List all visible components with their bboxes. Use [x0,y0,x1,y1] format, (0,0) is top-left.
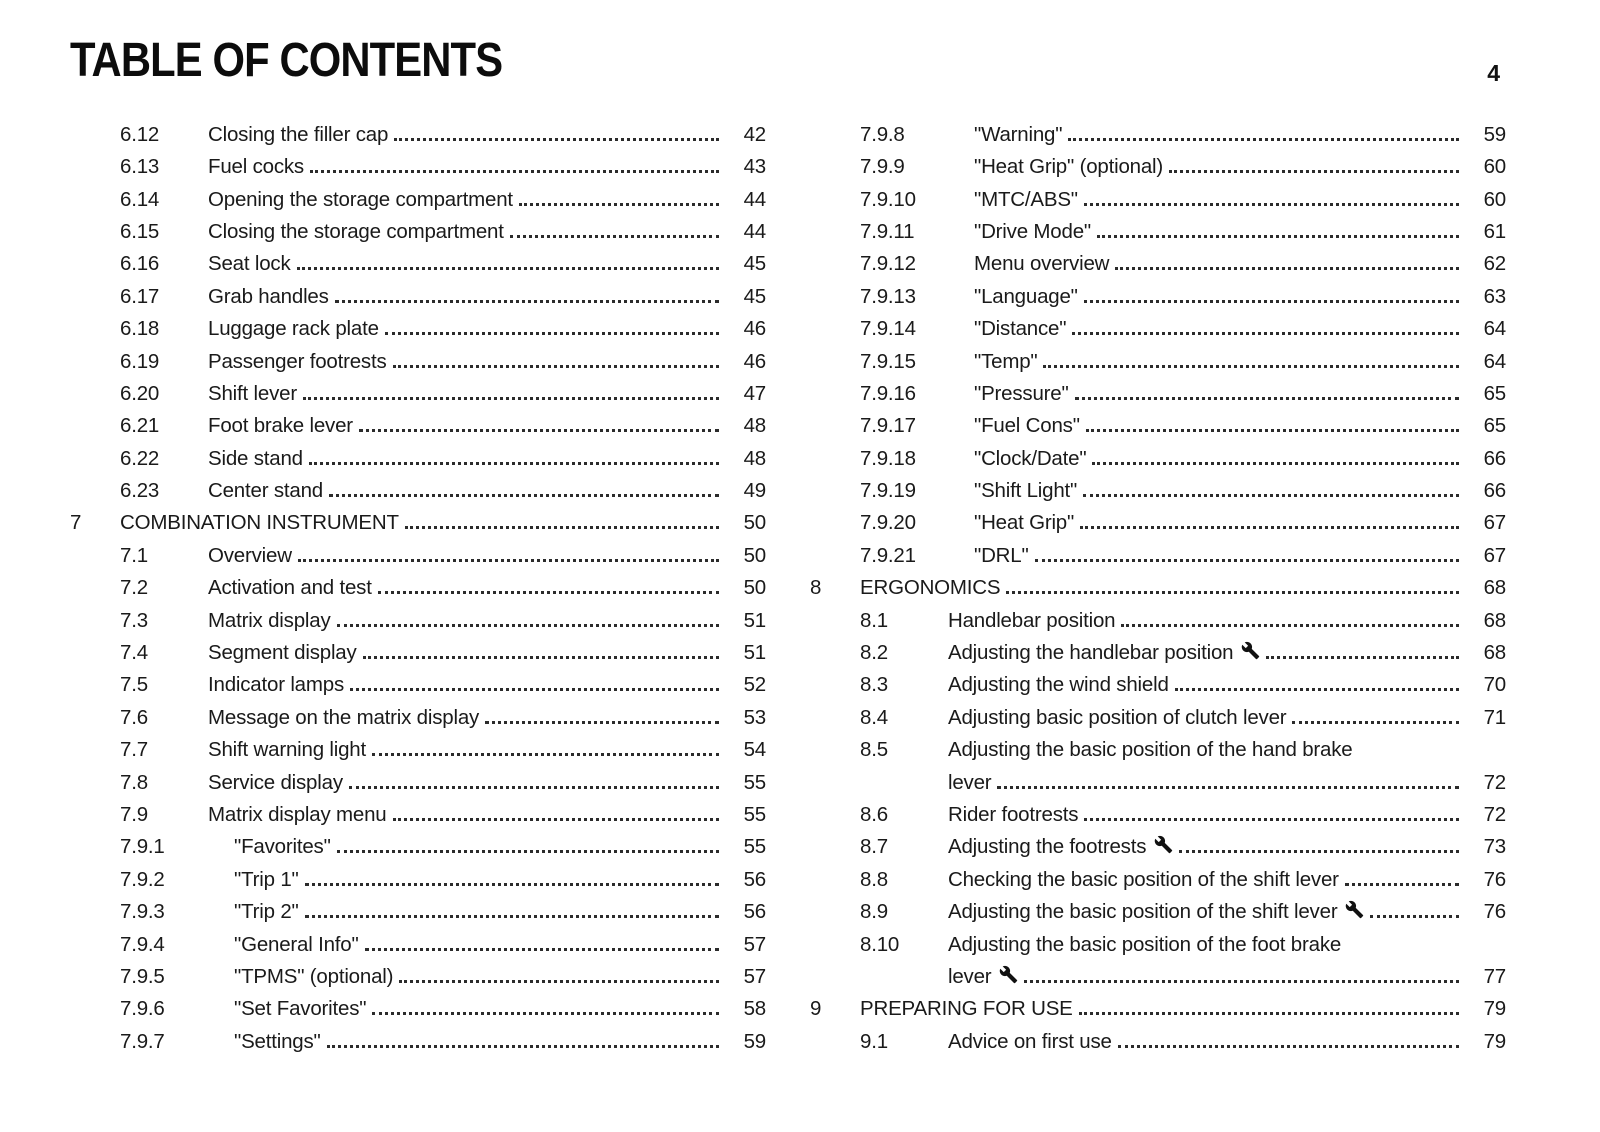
dot-leader [1043,365,1459,368]
toc-entry-row [70,957,766,989]
entry-page: 56 [743,867,766,891]
entry-page: 71 [1483,705,1506,729]
entry-page: 44 [743,219,766,243]
entry-title: Foot brake lever [208,414,353,438]
wrench-icon [1241,641,1260,660]
entry-page: 61 [1483,219,1506,243]
entry-page: 72 [1483,770,1506,794]
toc-entry-row [810,503,1506,535]
entry-page: 67 [1483,511,1506,535]
entry-page: 44 [743,187,766,211]
entry-page: 55 [743,835,766,859]
entry-title: Matrix display menu [208,802,387,826]
entry-page: 68 [1483,576,1506,600]
entry-number: 6.17 [120,284,160,308]
toc-entry-row [70,568,766,600]
toc-entry-row [70,989,766,1021]
entry-number: 8.5 [860,738,888,762]
entry-page: 70 [1483,673,1506,697]
dot-leader [310,170,719,173]
entry-page: 76 [1483,867,1506,891]
entry-title: "Heat Grip" (optional) [974,155,1164,179]
entry-page: 64 [1483,317,1506,341]
dot-leader [1179,850,1459,853]
dot-leader [335,300,719,303]
toc-entry-row [810,924,1506,956]
entry-page: 50 [743,576,766,600]
entry-number: 7.9.3 [120,900,165,924]
entry-title: "DRL" [974,543,1029,567]
toc-entry-row [810,147,1506,179]
entry-page: 60 [1483,187,1506,211]
toc-columns [70,114,1530,1053]
toc-entry-row [810,665,1506,697]
dot-leader [1084,203,1459,206]
dot-leader [1266,656,1459,659]
entry-number: 7.9.20 [860,511,916,535]
dot-leader [1080,526,1459,529]
entry-number: 6.13 [120,155,160,179]
entry-page: 56 [743,900,766,924]
toc-entry-row [810,892,1506,924]
toc-entry-row [810,859,1506,891]
entry-page: 45 [743,284,766,308]
dot-leader [1097,235,1459,238]
entry-page: 47 [743,381,766,405]
entry-title: "Pressure" [974,381,1069,405]
toc-entry-row [810,212,1506,244]
entry-number: 7.8 [120,770,148,794]
toc-entry-row [70,795,766,827]
entry-page: 46 [743,317,766,341]
entry-title: Matrix display [208,608,331,632]
toc-entry-row [70,244,766,276]
toc-entry-row [810,406,1506,438]
wrench-icon [999,965,1018,984]
toc-entry-row [70,665,766,697]
entry-title: Adjusting the footrests [948,835,1147,859]
entry-number: 7.9.21 [860,543,916,567]
entry-title: Seat lock [208,252,291,276]
dot-leader [378,591,719,594]
entry-page: 55 [743,802,766,826]
toc-entry-row [70,600,766,632]
toc-entry-row [810,568,1506,600]
toc-entry-row [810,795,1506,827]
entry-number: 7.2 [120,576,148,600]
dot-leader [1075,397,1459,400]
toc-column-right [810,114,1506,1053]
toc-entry-row [810,341,1506,373]
toc-entry-row [70,633,766,665]
entry-title: Menu overview [974,252,1110,276]
entry-page: 50 [743,511,766,535]
toc-entry-row [70,471,766,503]
entry-title: Adjusting the basic position of the shift lever [948,900,1338,924]
entry-title: Luggage rack plate [208,317,379,341]
entry-number: 8.4 [860,705,888,729]
entry-title: PREPARING FOR USE [860,997,1073,1021]
entry-page: 65 [1483,381,1506,405]
entry-number: 7.9.15 [860,349,916,373]
dot-leader [1121,624,1459,627]
entry-title: "Shift Light" [974,479,1078,503]
toc-entry-row [810,827,1506,859]
entry-title: Rider footrests [948,802,1079,826]
entry-number: 7.9.19 [860,479,916,503]
entry-number: 9.1 [860,1029,888,1053]
entry-number: 7.9.9 [860,155,905,179]
entry-title: ERGONOMICS [860,576,1001,600]
toc-entry-row [70,179,766,211]
dot-leader [1292,721,1459,724]
entry-title: Side stand [208,446,303,470]
entry-title: "Drive Mode" [974,219,1091,243]
entry-page: 59 [1483,122,1506,146]
entry-number: 6.15 [120,219,160,243]
entry-page: 43 [743,155,766,179]
dot-leader [393,818,720,821]
entry-page: 51 [743,608,766,632]
toc-entry-row [810,471,1506,503]
entry-number: 7.9.14 [860,317,916,341]
entry-title: "Warning" [974,122,1063,146]
entry-page: 52 [743,673,766,697]
page-number: 4 [1487,60,1500,86]
entry-number: 6.19 [120,349,160,373]
entry-page: 65 [1483,414,1506,438]
entry-title: Service display [208,770,343,794]
dot-leader [372,1012,719,1015]
dot-leader [1115,267,1459,270]
toc-column-left [70,114,766,1053]
entry-page: 48 [743,414,766,438]
entry-page: 51 [743,641,766,665]
entry-number: 6.12 [120,122,160,146]
dot-leader [329,494,719,497]
entry-title: Checking the basic position of the shift lever [948,867,1339,891]
entry-page: 59 [743,1029,766,1053]
toc-entry-row [70,924,766,956]
toc-entry-row [70,276,766,308]
dot-leader [394,138,719,141]
toc-entry-row [70,697,766,729]
entry-number: 6.21 [120,414,160,438]
dot-leader [337,624,719,627]
dot-leader [350,688,719,691]
entry-number: 8 [810,576,822,600]
toc-entry-row [70,406,766,438]
entry-number: 7.9.5 [120,964,165,988]
entry-title: Shift warning light [208,738,367,762]
toc-entry-row [810,535,1506,567]
entry-page: 68 [1483,641,1506,665]
dot-leader [1024,980,1459,983]
entry-number: 7.9.7 [120,1029,165,1053]
dot-leader [519,203,719,206]
entry-number: 7.6 [120,705,148,729]
toc-entry-row [810,374,1506,406]
toc-entry-row [810,957,1506,989]
entry-title: Handlebar position [948,608,1116,632]
entry-number: 7.9.4 [120,932,165,956]
dot-leader [349,786,719,789]
entry-page: 79 [1483,997,1506,1021]
entry-page: 73 [1483,835,1506,859]
entry-title: Center stand [208,479,323,503]
dot-leader [363,656,719,659]
dot-leader [485,721,719,724]
toc-entry-row [70,309,766,341]
entry-page: 46 [743,349,766,373]
entry-number: 6.23 [120,479,160,503]
entry-title: lever [948,770,992,794]
dot-leader [327,1045,719,1048]
entry-number: 7 [70,511,82,535]
toc-entry-row [70,503,766,535]
dot-leader [1084,818,1459,821]
toc-entry-row [810,244,1506,276]
entry-number: 7.9.8 [860,122,905,146]
entry-title: Grab handles [208,284,329,308]
entry-title: Opening the storage compartment [208,187,513,211]
entry-title: "General Info" [234,932,359,956]
dot-leader [297,267,719,270]
entry-number: 7.9.13 [860,284,916,308]
entry-page: 57 [743,964,766,988]
entry-page: 57 [743,932,766,956]
dot-leader [372,753,719,756]
entry-page: 55 [743,770,766,794]
entry-title: COMBINATION INSTRUMENT [120,511,399,535]
entry-number: 7.4 [120,641,148,665]
toc-entry-row [70,827,766,859]
entry-title: "Trip 1" [234,867,299,891]
dot-leader [309,462,719,465]
entry-number: 7.9.17 [860,414,916,438]
toc-entry-row [810,600,1506,632]
dot-leader [365,948,719,951]
entry-title: Shift lever [208,381,297,405]
toc-entry-row [70,114,766,146]
wrench-icon [1154,835,1173,854]
toc-entry-row [810,114,1506,146]
entry-number: 7.5 [120,673,148,697]
dot-leader [510,235,719,238]
entry-number: 7.9.6 [120,997,165,1021]
entry-title: Adjusting basic position of clutch lever [948,705,1287,729]
entry-title: Segment display [208,641,357,665]
entry-page: 64 [1483,349,1506,373]
dot-leader [1068,138,1459,141]
dot-leader [303,397,719,400]
toc-entry-row [70,147,766,179]
entry-number: 7.9.11 [860,219,915,243]
entry-title: "Fuel Cons" [974,414,1080,438]
toc-entry-row [810,179,1506,211]
entry-number: 8.9 [860,900,888,924]
dot-leader [1092,462,1459,465]
dot-leader [337,850,719,853]
entry-page: 72 [1483,802,1506,826]
dot-leader [997,786,1459,789]
dot-leader [305,883,719,886]
toc-entry-row [70,859,766,891]
toc-entry-row [810,697,1506,729]
entry-title: Passenger footrests [208,349,387,373]
entry-page: 53 [743,705,766,729]
dot-leader [298,559,719,562]
entry-title: "Clock/Date" [974,446,1087,470]
toc-entry-row [810,633,1506,665]
dot-leader [1169,170,1459,173]
toc-entry-row [810,730,1506,762]
toc-entry-row [70,730,766,762]
entry-number: 7.9.12 [860,252,916,276]
entry-page: 66 [1483,479,1506,503]
page-title: TABLE OF CONTENTS [70,34,503,87]
entry-number: 8.6 [860,802,888,826]
entry-page: 67 [1483,543,1506,567]
dot-leader [1345,883,1459,886]
dot-leader [385,332,719,335]
toc-entry-row [70,762,766,794]
dot-leader [1370,915,1459,918]
toc-entry-row [70,1021,766,1053]
entry-number: 7.9 [120,802,148,826]
entry-title: Closing the filler cap [208,122,389,146]
entry-number: 6.20 [120,381,160,405]
entry-number: 6.16 [120,252,160,276]
dot-leader [359,429,719,432]
entry-number: 8.10 [860,932,900,956]
entry-page: 63 [1483,284,1506,308]
entry-number: 7.9.16 [860,381,916,405]
entry-title: "Settings" [234,1029,321,1053]
entry-number: 6.22 [120,446,160,470]
entry-number: 6.14 [120,187,160,211]
toc-entry-row [70,212,766,244]
dot-leader [1084,300,1459,303]
entry-page: 45 [743,252,766,276]
entry-title: "Heat Grip" [974,511,1075,535]
entry-page: 68 [1483,608,1506,632]
entry-title: Fuel cocks [208,155,304,179]
dot-leader [305,915,719,918]
entry-number: 8.2 [860,641,888,665]
entry-number: 7.9.1 [120,835,165,859]
toc-entry-row [70,438,766,470]
entry-title: "MTC/ABS" [974,187,1078,211]
entry-title: "Trip 2" [234,900,299,924]
toc-entry-row [70,341,766,373]
entry-title: "Distance" [974,317,1067,341]
entry-page: 48 [743,446,766,470]
entry-number: 8.3 [860,673,888,697]
wrench-icon [1345,900,1364,919]
entry-page: 77 [1483,964,1506,988]
entry-title: "Temp" [974,349,1038,373]
entry-number: 8.1 [860,608,888,632]
entry-title: Closing the storage compartment [208,219,504,243]
dot-leader [393,365,719,368]
dot-leader [1035,559,1459,562]
toc-entry-row [70,535,766,567]
entry-title: "Favorites" [234,835,331,859]
entry-title: "Language" [974,284,1078,308]
dot-leader [1079,1012,1459,1015]
entry-title: Message on the matrix display [208,705,480,729]
entry-number: 9 [810,997,822,1021]
entry-number: 7.9.2 [120,867,165,891]
entry-title: Adjusting the basic position of the foot brake [948,932,1342,956]
toc-entry-row [70,374,766,406]
entry-title: "Set Favorites" [234,997,367,1021]
entry-page: 42 [743,122,766,146]
entry-title: Adjusting the basic position of the hand brake [948,738,1353,762]
entry-title: Adjusting the handlebar position [948,641,1234,665]
entry-page: 79 [1483,1029,1506,1053]
toc-entry-row [810,438,1506,470]
entry-title: Overview [208,543,292,567]
toc-entry-row [810,1021,1506,1053]
entry-number: 7.1 [120,543,148,567]
entry-page: 76 [1483,900,1506,924]
entry-number: 7.3 [120,608,148,632]
dot-leader [1006,591,1459,594]
toc-entry-row [810,989,1506,1021]
entry-number: 7.7 [120,738,148,762]
dot-leader [1086,429,1459,432]
toc-entry-row [810,309,1506,341]
entry-page: 50 [743,543,766,567]
entry-number: 7.9.18 [860,446,916,470]
toc-entry-row [810,276,1506,308]
dot-leader [1175,688,1459,691]
entry-page: 60 [1483,155,1506,179]
dot-leader [1118,1045,1459,1048]
entry-page: 54 [743,738,766,762]
entry-title: Indicator lamps [208,673,345,697]
dot-leader [1083,494,1459,497]
toc-entry-row [70,892,766,924]
dot-leader [399,980,719,983]
entry-title: Activation and test [208,576,372,600]
entry-page: 62 [1483,252,1506,276]
entry-title: "TPMS" (optional) [234,964,394,988]
toc-entry-row [810,762,1506,794]
entry-title: lever [948,964,992,988]
entry-number: 6.18 [120,317,160,341]
entry-number: 7.9.10 [860,187,916,211]
entry-title: Advice on first use [948,1029,1112,1053]
entry-page: 58 [743,997,766,1021]
entry-title: Adjusting the wind shield [948,673,1169,697]
entry-number: 8.8 [860,867,888,891]
dot-leader [405,526,719,529]
entry-page: 49 [743,479,766,503]
entry-number: 8.7 [860,835,888,859]
dot-leader [1072,332,1459,335]
entry-page: 66 [1483,446,1506,470]
